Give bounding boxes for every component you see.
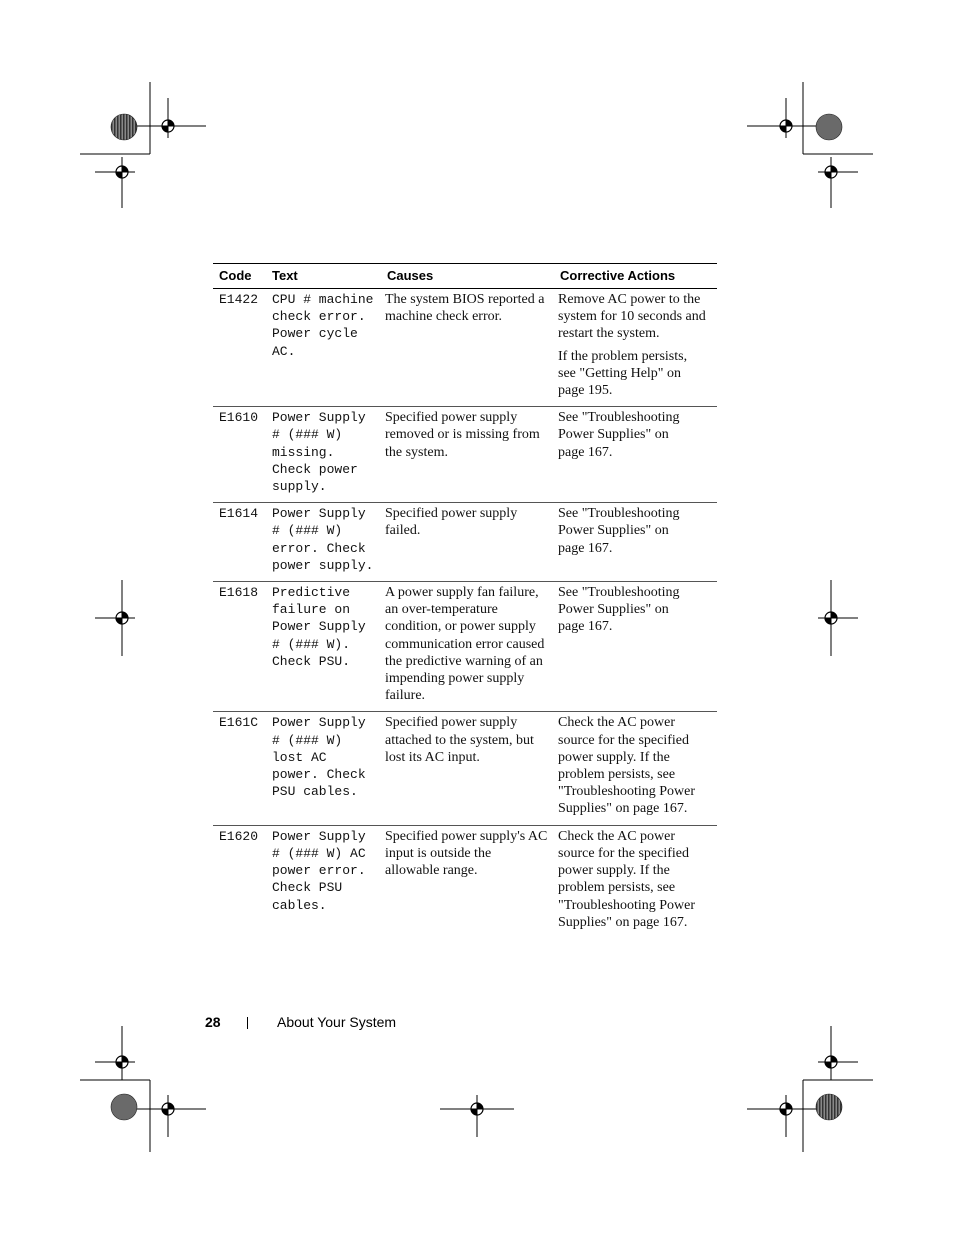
error-text: Power Supply # (### W) error. Check power supply. <box>266 503 381 582</box>
page-footer <box>0 1014 954 1034</box>
error-code-table <box>213 263 717 938</box>
table-row <box>213 582 717 712</box>
action-paragraph: See "Troubleshooting Power Supplies" on page 167. <box>558 506 680 556</box>
error-code: E1618 <box>213 582 266 712</box>
error-text: Power Supply # (### W) AC power error. Check PSU cables. <box>272 828 366 913</box>
action-paragraph: Remove AC power to the system for 10 seconds and restart the system. <box>558 292 706 342</box>
corrective-actions <box>554 712 717 825</box>
corrective-actions <box>554 289 717 407</box>
action-paragraph: See "Troubleshooting Power Supplies" on page 167. <box>558 585 680 635</box>
footer-separator <box>247 1017 248 1029</box>
header-causes: Causes <box>381 264 554 289</box>
table-row <box>213 825 717 938</box>
error-code: E1620 <box>219 828 259 844</box>
table-header-row <box>213 264 717 289</box>
error-text: CPU # machine check error. Power cycle AC. <box>266 289 381 407</box>
corrective-actions <box>554 825 717 938</box>
causes-text: Specified power supply removed or is missing from the system. <box>385 410 540 460</box>
causes-text: Specified power supply attached to the system, but lost its AC input. <box>385 715 534 765</box>
action-paragraph: Check the AC power source for the specified power supply. If the problem persists, see "Troubleshooting Power Supplies" on page 167. <box>558 828 696 930</box>
error-text: Power Supply # (### W) missing. Check power supply. <box>266 407 381 503</box>
action-paragraph: See "Troubleshooting Power Supplies" on page 167. <box>558 410 680 460</box>
table-row <box>213 503 717 582</box>
table-row <box>213 712 717 825</box>
header-text: Text <box>266 264 381 289</box>
error-causes <box>381 289 554 407</box>
error-causes <box>381 712 554 825</box>
table-row <box>213 289 717 407</box>
error-code: E161C <box>213 712 266 825</box>
causes-text: Specified power supply's AC input is outside the allowable range. <box>385 828 548 879</box>
section-title: About Your System <box>277 1014 397 1030</box>
error-causes <box>381 407 554 503</box>
corrective-actions <box>554 503 717 582</box>
header-code: Code <box>213 264 266 289</box>
causes-text: A power supply fan failure, an over-temperature condition, or power supply communication error caused the predictive warning of an impending power supply failure. <box>385 585 545 704</box>
error-causes <box>381 825 554 938</box>
header-corrective-actions: Corrective Actions <box>554 264 717 289</box>
causes-text: Specified power supply failed. <box>385 506 518 539</box>
causes-text: The system BIOS reported a machine check error. <box>385 292 545 325</box>
error-causes <box>381 582 554 712</box>
error-code: E1610 <box>213 407 266 503</box>
corrective-actions <box>554 582 717 712</box>
error-code: E1422 <box>213 289 266 407</box>
action-paragraph: Check the AC power source for the specified power supply. If the problem persists, see "Troubleshooting Power Supplies" on page 167. <box>558 715 696 817</box>
error-text: Predictive failure on Power Supply # (### W). Check PSU. <box>266 582 381 712</box>
error-causes <box>381 503 554 582</box>
corrective-actions <box>554 407 717 503</box>
error-text: Power Supply # (### W) lost AC power. Check PSU cables. <box>266 712 381 825</box>
error-code: E1614 <box>213 503 266 582</box>
table-row <box>213 407 717 503</box>
action-paragraph: If the problem persists, see "Getting Help" on page 195. <box>558 348 688 399</box>
page-number: 28 <box>205 1014 221 1030</box>
